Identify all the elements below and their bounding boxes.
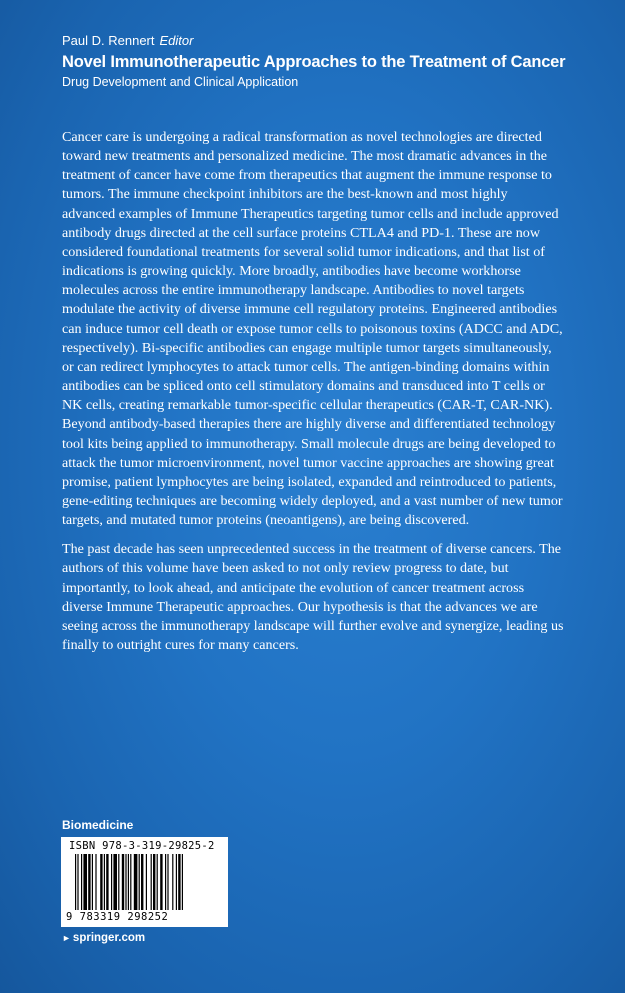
barcode-bar <box>75 854 76 910</box>
barcode-bar <box>113 854 117 910</box>
barcode-bars <box>65 854 224 910</box>
barcode-bar <box>111 854 112 910</box>
publisher-link[interactable] <box>62 932 145 944</box>
arrow-icon: ► <box>62 933 71 943</box>
barcode-bar <box>77 854 78 910</box>
barcode-bar <box>182 854 183 910</box>
editor-role: Editor <box>159 33 194 48</box>
barcode-bar <box>134 854 138 910</box>
barcode-bar <box>88 854 90 910</box>
barcode-bar <box>141 854 143 910</box>
barcode-bar <box>83 854 87 910</box>
isbn-label: ISBN 978-3-319-29825-2 <box>69 840 215 852</box>
barcode-bar <box>178 854 180 910</box>
series-name: Biomedicine <box>62 818 134 832</box>
barcode-bar <box>118 854 119 910</box>
barcode-bar <box>165 854 166 910</box>
header <box>62 33 602 90</box>
blurb-paragraph: Cancer care is undergoing a radical transformation as novel technologies are directed toward new treatments and personalized medicine. The most dramatic advances in the treatment of cancer have come from therapeutics that augment the immune response to tumors. The immune checkpoint inhibitors are the best-known and most highly advanced examples of Immune Therapeutics targeting tumor cells and include approved antibody drugs directed at the cell surface proteins CTLA4 and PD-1. These are now considered foundational treatments for several solid tumor indications, and that list of indications is growing quickly. More broadly, antibodies have become workhorse molecules across the entire immunotherapy landscape. Antibodies to novel targets modulate the activity of diverse immune cell regulatory proteins. Engineered antibodies can induce tumor cell death or expose tumor cells to poisonous toxins (ADCC and ADC, respectively). Bi-specific antibodies can engage multiple tumor targets simultaneously, or can redirect lymphocytes to attack tumor cells. The antigen-binding domains within antibodies can be spliced onto cell stimulatory domains and transduced into T cells or NK cells, creating remarkable tumor-specific cellular therapeutics (CAR-T, CAR-NK). Beyond antibody-based therapies there are highly diverse and differentiated technology tool kits being applied to immunotherapy. Small molecule drugs are being developed to attack the tumor microenvironment, novel tumor vaccine approaches are showing great promise, patient lymphocytes are being isolated, expanded and reintroduced to patients, gene-editing techniques are becoming widely deployed, and a vast number of new tumor targets, and mutated tumor proteins (neoantigens), are being discovered. <box>62 129 563 529</box>
barcode-bar <box>151 854 152 910</box>
blurb-paragraph: The past decade has seen unprecedented success in the treatment of diverse cancers. The authors of this volume have been asked to not only review progress to date, but importantly, to look ahead, and anticipate the evolution of cancer treatment across diverse Immune Therapeutic approaches. Our hypothesis is that the advances we are seeing across the immunotherapy landscape will further evolve and synergize, leading us finally to outright cures for many cancers. <box>62 541 564 654</box>
barcode-bar <box>153 854 155 910</box>
barcode-bar <box>81 854 82 910</box>
book-subtitle: Drug Development and Clinical Application <box>62 75 299 89</box>
editor-name: Paul D. Rennert <box>62 33 155 48</box>
barcode-bar <box>130 854 131 910</box>
barcode-bar <box>139 854 140 910</box>
barcode-bar <box>106 854 108 910</box>
barcode-digits: 9 783319 298252 <box>66 911 169 923</box>
barcode-bar <box>122 854 124 910</box>
barcode-bar <box>100 854 102 910</box>
publisher-url: springer.com <box>72 932 146 944</box>
blurb <box>62 128 564 665</box>
editor-line <box>62 33 602 49</box>
barcode-bar <box>146 854 147 910</box>
barcode-bar <box>172 854 173 910</box>
barcode-bar <box>92 854 93 910</box>
barcode-bar <box>125 854 126 910</box>
barcode-bar <box>167 854 168 910</box>
barcode-bar <box>157 854 158 910</box>
barcode-bar <box>160 854 162 910</box>
barcode-bar <box>176 854 177 910</box>
barcode <box>61 837 228 927</box>
barcode-bar <box>104 854 105 910</box>
book-title: Novel Immunotherapeutic Approaches to the Treatment of Cancer <box>62 53 566 71</box>
barcode-bar <box>128 854 129 910</box>
barcode-bar <box>95 854 96 910</box>
